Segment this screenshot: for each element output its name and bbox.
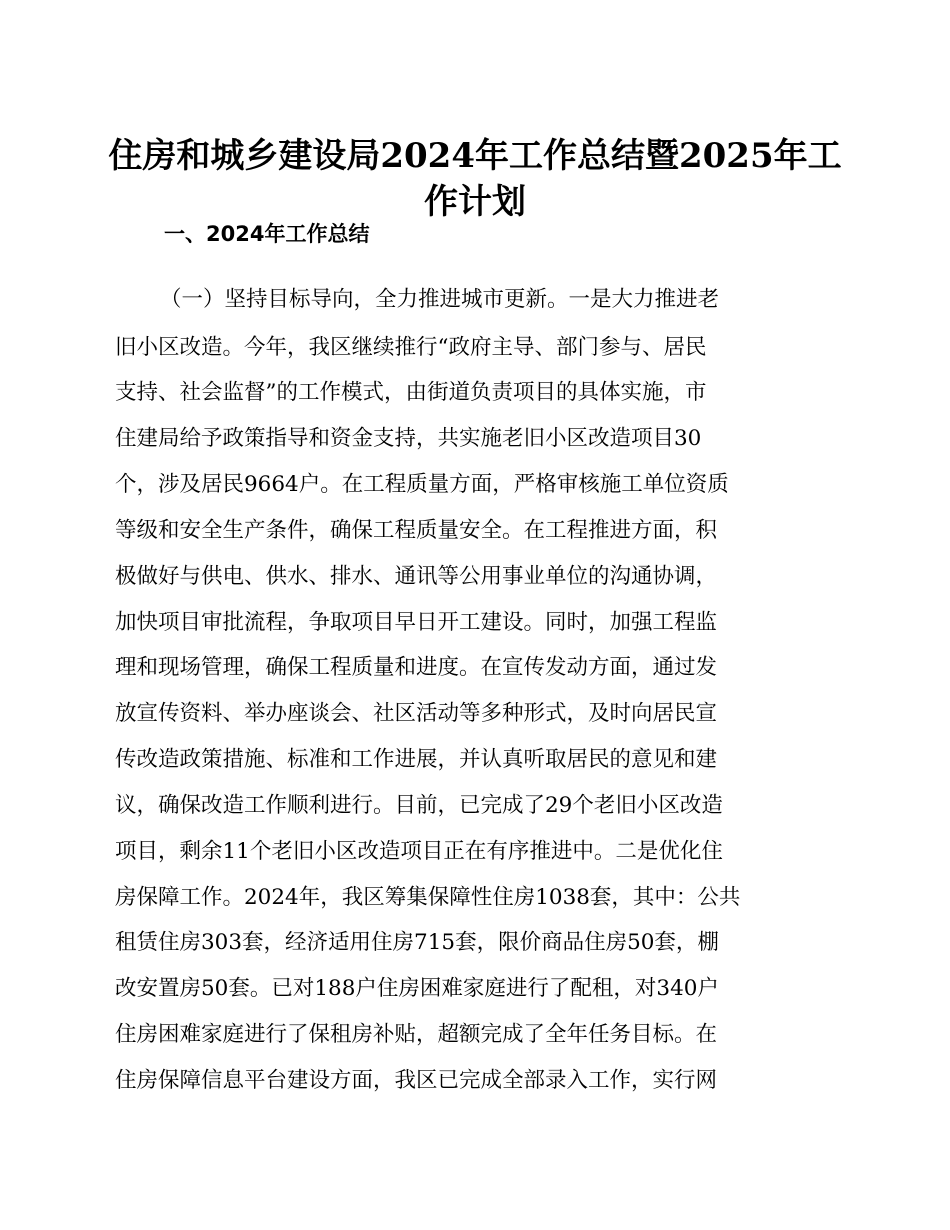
- body-line-13: 项目，剩余11个老旧小区改造项目正在有序推进中。二是优化住: [115, 839, 723, 864]
- body-line-17: 住房困难家庭进行了保租房补贴，超额完成了全年任务目标。在: [115, 1022, 718, 1047]
- body-line-1: （一）坚持目标导向，全力推进城市更新。一是大力推进老: [160, 287, 720, 312]
- body-line-6: 等级和安全生产条件，确保工程质量安全。在工程推进方面，积: [115, 518, 718, 543]
- body-line-5: 个，涉及居民9664户。在工程质量方面，严格审核施工单位资质: [115, 472, 729, 497]
- body-line-3: 支持、社会监督”的工作模式，由街道负责项目的具体实施，市: [115, 380, 707, 405]
- body-line-2: 旧小区改造。今年，我区继续推行“政府主导、部门参与、居民: [115, 335, 707, 360]
- body-line-11: 传改造政策措施、标准和工作进展，并认真听取居民的意见和建: [115, 747, 718, 772]
- body-line-15: 租赁住房303套，经济适用住房715套，限价商品住房50套，棚: [115, 930, 719, 955]
- body-line-7: 极做好与供电、供水、排水、通讯等公用事业单位的沟通协调，: [115, 564, 718, 589]
- body-line-4: 住建局给予政策指导和资金支持，共实施老旧小区改造项目30: [115, 426, 702, 451]
- document-title-line-2: 作计划: [424, 182, 526, 222]
- body-line-14: 房保障工作。2024年，我区筹集保障性住房1038套，其中：公共: [115, 885, 741, 910]
- body-line-10: 放宣传资料、举办座谈会、社区活动等多种形式，及时向居民宣: [115, 701, 718, 726]
- body-line-18: 住房保障信息平台建设方面，我区已完成全部录入工作，实行网: [115, 1068, 718, 1093]
- document-title-line-1: 住房和城乡建设局2024年工作总结暨2025年工: [108, 136, 842, 176]
- body-line-12: 议，确保改造工作顺利进行。目前，已完成了29个老旧小区改造: [115, 793, 723, 818]
- body-line-9: 理和现场管理，确保工程质量和进度。在宣传发动方面，通过发: [115, 655, 718, 680]
- body-line-8: 加快项目审批流程，争取项目早日开工建设。同时，加强工程监: [115, 610, 718, 635]
- body-line-16: 改安置房50套。已对188户住房困难家庭进行了配租，对340户: [115, 976, 719, 1001]
- section-heading: 一、2024年工作总结: [164, 222, 370, 246]
